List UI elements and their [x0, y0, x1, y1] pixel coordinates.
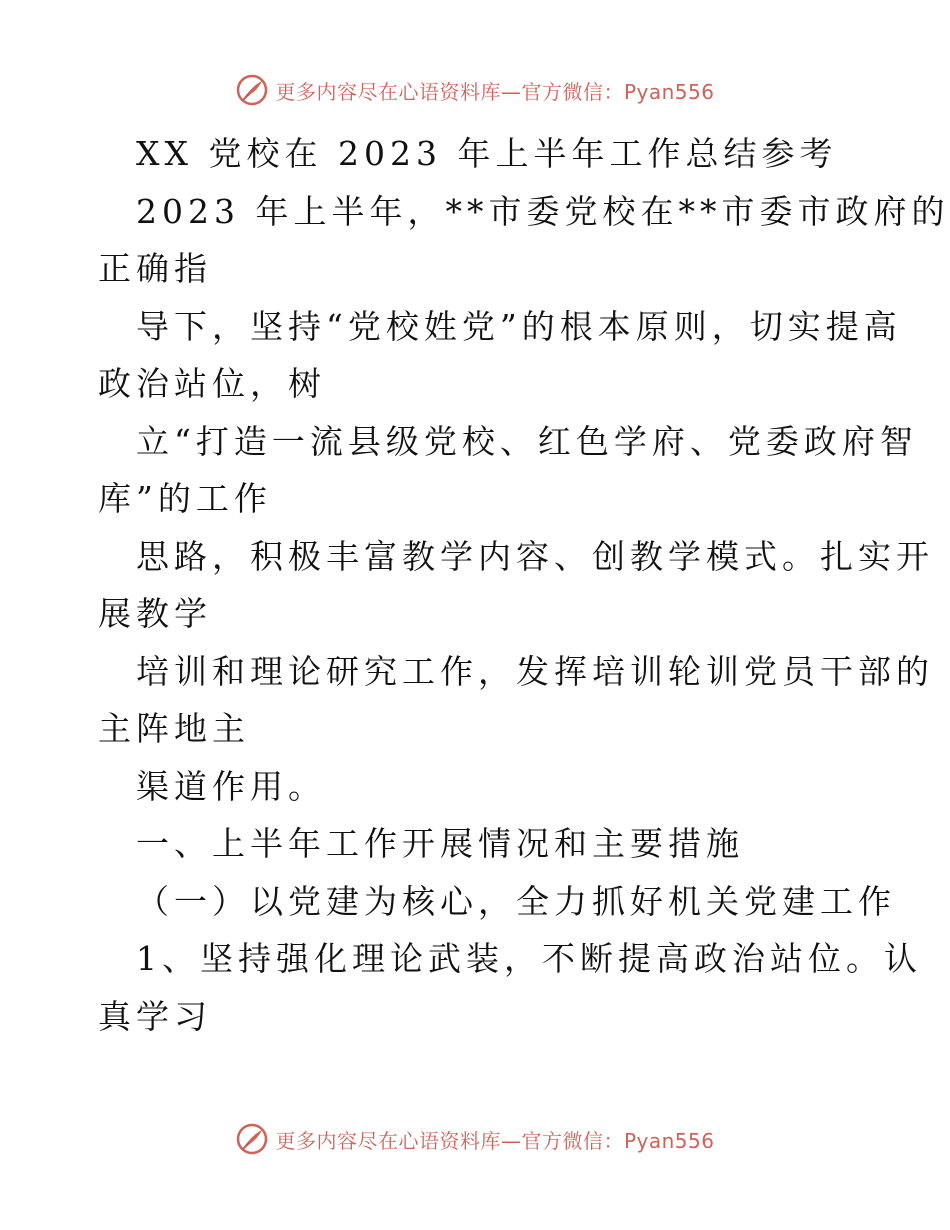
paragraph-line: 正确指 [98, 249, 212, 288]
paragraph-line: 展教学 [98, 594, 212, 633]
paragraph-line: 渠道作用。 [136, 766, 326, 806]
document-body [98, 125, 950, 1045]
paragraph-line: 主阵地主 [98, 709, 250, 748]
paragraph-line: 导下，坚持“党校姓党”的根本原则，切实提高 [136, 306, 902, 346]
watermark-text: 更多内容尽在心语资料库—官方微信：Pyan556 [275, 1128, 715, 1153]
paragraph-line: 2023 年上半年，**市委党校在**市委市政府的 [136, 191, 950, 231]
watermark-footer [0, 1117, 950, 1161]
paragraph-line: 思路，积极丰富教学内容、创教学模式。扎实开 [136, 536, 934, 576]
watermark-header [0, 68, 950, 112]
section-heading: 一、上半年工作开展情况和主要措施 [136, 824, 744, 863]
paragraph-line: 库”的工作 [98, 479, 272, 518]
paragraph-line: 政治站位，树 [98, 364, 326, 403]
document-title: XX 党校在 2023 年上半年工作总结参考 [136, 134, 838, 173]
feather-quill-logo-icon [235, 73, 269, 107]
paragraph-line: 真学习 [98, 996, 212, 1036]
paragraph-line: 1、坚持强化理论武装，不断提高政治站位。认 [136, 939, 922, 978]
paragraph-line: 立“打造一流县级党校、红色学府、党委政府智 [136, 421, 918, 461]
paragraph-line: 培训和理论研究工作，发挥培训轮训党员干部的 [136, 651, 934, 691]
feather-quill-logo-icon [235, 1122, 269, 1156]
subsection-heading: （一）以党建为核心，全力抓好机关党建工作 [136, 881, 896, 921]
watermark-text: 更多内容尽在心语资料库—官方微信：Pyan556 [275, 79, 715, 104]
